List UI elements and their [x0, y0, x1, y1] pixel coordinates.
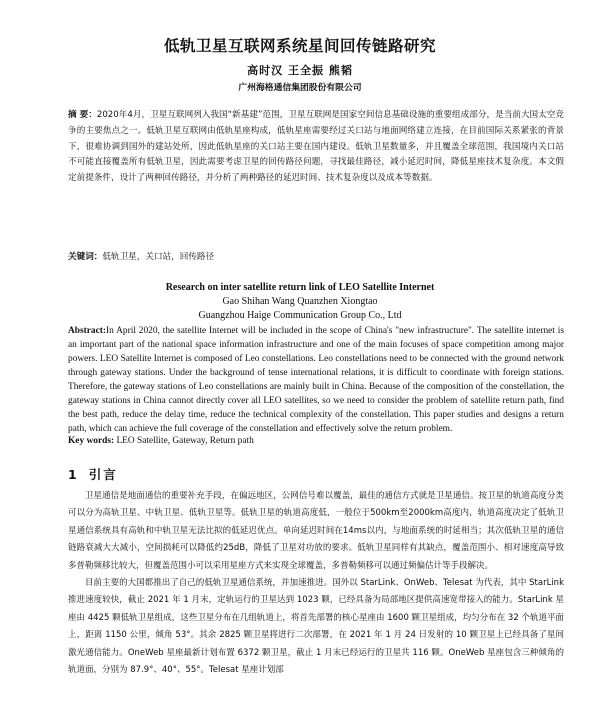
keywords-cn-label: 关键词：: [68, 252, 103, 262]
affiliation-cn: 广州海格通信集团股份有限公司: [238, 83, 362, 93]
affiliation-en: Guangzhou Haige Communication Group Co., Ltd: [198, 310, 402, 321]
keywords-cn-text: 低轨卫星，关口站，回传路径: [102, 252, 215, 262]
body-paragraph-2: 目前主要的大国都推出了自己的低轨卫星通信系统，并加速推进。国外以 StarLink、OnWeb、Telesat 为代表，其中 StarLink 推进速度较快，截止 2021 年 1 月末，定轨运行的卫星达到 1023 颗，已经具备为局部地区提供高速宽带接入的能力。StarLink 星座由 4425 颗低轨卫星组成，这些卫星分布在几组轨道上，将首先部署的核心星座由 1600 颗卫星组成，均匀分布在 32 个轨道平面上，距离 1150 公里，倾角 53°。其余 2825 颗卫星将进行二次部署，在 2021 年 1 月 24 日发射的 10 颗卫星上已经具备了星间激光通信能力。OneWeb 星座最新计划布置 6372 颗卫星，截止 1 月末已经运行的卫星共 116 颗。OneWeb 星座包含三种倾角的轨道面，分别为 87.9°、40°、55°。Telesat 星座计划部: [68, 578, 564, 676]
keywords-en-text: LEO Satellite, Gateway, Return path: [116, 436, 254, 446]
abstract-cn-text: 2020年4月，卫星互联网列入我国“新基建”范围，卫星互联网是国家空间信息基础设施的重要组成部分，是当前大国太空竞争的主要焦点之一。低轨卫星互联网由低轨星座构成，低轨星座需要经过关口站与地面网络建立连接，在目前国际关系紧张的背景下，很难协调到国外的建站处所，因此低轨星座的关口站主要在国内建设。低轨卫星数量多，并且覆盖全球范围，我国境内关口站不可能直接覆盖所有低轨卫星，因此需要考虑卫星的回传路径问题，寻找最佳路径，减小延迟时间，降低星座技术复杂度。本文假定前提条件，设计了两种回传路径，并分析了两种路径的延迟时间、技术复杂度以及成本等数据。: [68, 110, 564, 184]
section-number: 1: [68, 467, 79, 482]
keywords-cn: [68, 250, 564, 262]
abstract-en-text: In April 2020, the satellite Internet will be included in the scope of China's "new infrastructure". The satellite internet is an important part of the national space information infrastructure and one of the main focuses of space competition among major powers. LEO Satellite Internet is composed of Leo constellations. Leo constellations need to be connected with the ground network through gateway stations. Under the background of tense international relations, it is difficult to coordinate with foreign stations. Therefore, the gateway stations of Leo constellations are mainly built in China. Because of the composition of the constellation, the gateway stations in China cannot directly cover all LEO satellites, so we need to consider the problem of satellite return path, find the best path, reduce the delay time, reduce the technical complexity of the constellation. This paper studies and designs a return path, which can achieve the full coverage of the constellation and effectively solve the return problem.: [68, 326, 564, 434]
paper-title-en: Research on inter satellite return link of LEO Satellite Internet: [165, 282, 435, 293]
authors-en: Gao Shihan Wang Quanzhen Xiongtao: [222, 296, 378, 307]
abstract-en-label: Abstract:: [68, 326, 107, 336]
body-paragraph-1: 卫星通信是地面通信的重要补充手段，在偏远地区，公网信号难以覆盖，最佳的通信方式就是卫星通信。按卫星的轨道高度分类可以分为高轨卫星、中轨卫星、低轨卫星等。低轨卫星的轨道高度低，一般位于500km至2000km高度内，轨道高度决定了低轨卫星通信系统具有高轨和中轨卫星无法比拟的低延迟优点。单向延迟时间在14ms以内，与地面系统的时延相当；其次低轨卫星的通信链路衰减大大减小，空间损耗可以降低约25dB，降低了卫星对功放的要求。低轨卫星同样有其缺点，覆盖范围小、相对速度高导致多普勒频移比较大，但覆盖范围小可以采用星座方式来实现全球覆盖，多普勒频移可以通过频偏估计等手段解决。: [68, 491, 564, 571]
introduction-body: [68, 488, 564, 679]
section-heading-introduction: [68, 465, 118, 483]
section-title: 引言: [88, 467, 118, 482]
authors-cn: 高时汉 王全振 熊韬: [247, 64, 353, 77]
paper-title-cn: 低轨卫星互联网系统星间回传链路研究: [163, 37, 436, 55]
keywords-en: [68, 436, 564, 446]
abstract-en: [68, 324, 564, 436]
keywords-en-label: Key words:: [68, 436, 115, 446]
abstract-cn: [68, 108, 564, 187]
abstract-cn-label: 摘 要：: [68, 110, 97, 120]
